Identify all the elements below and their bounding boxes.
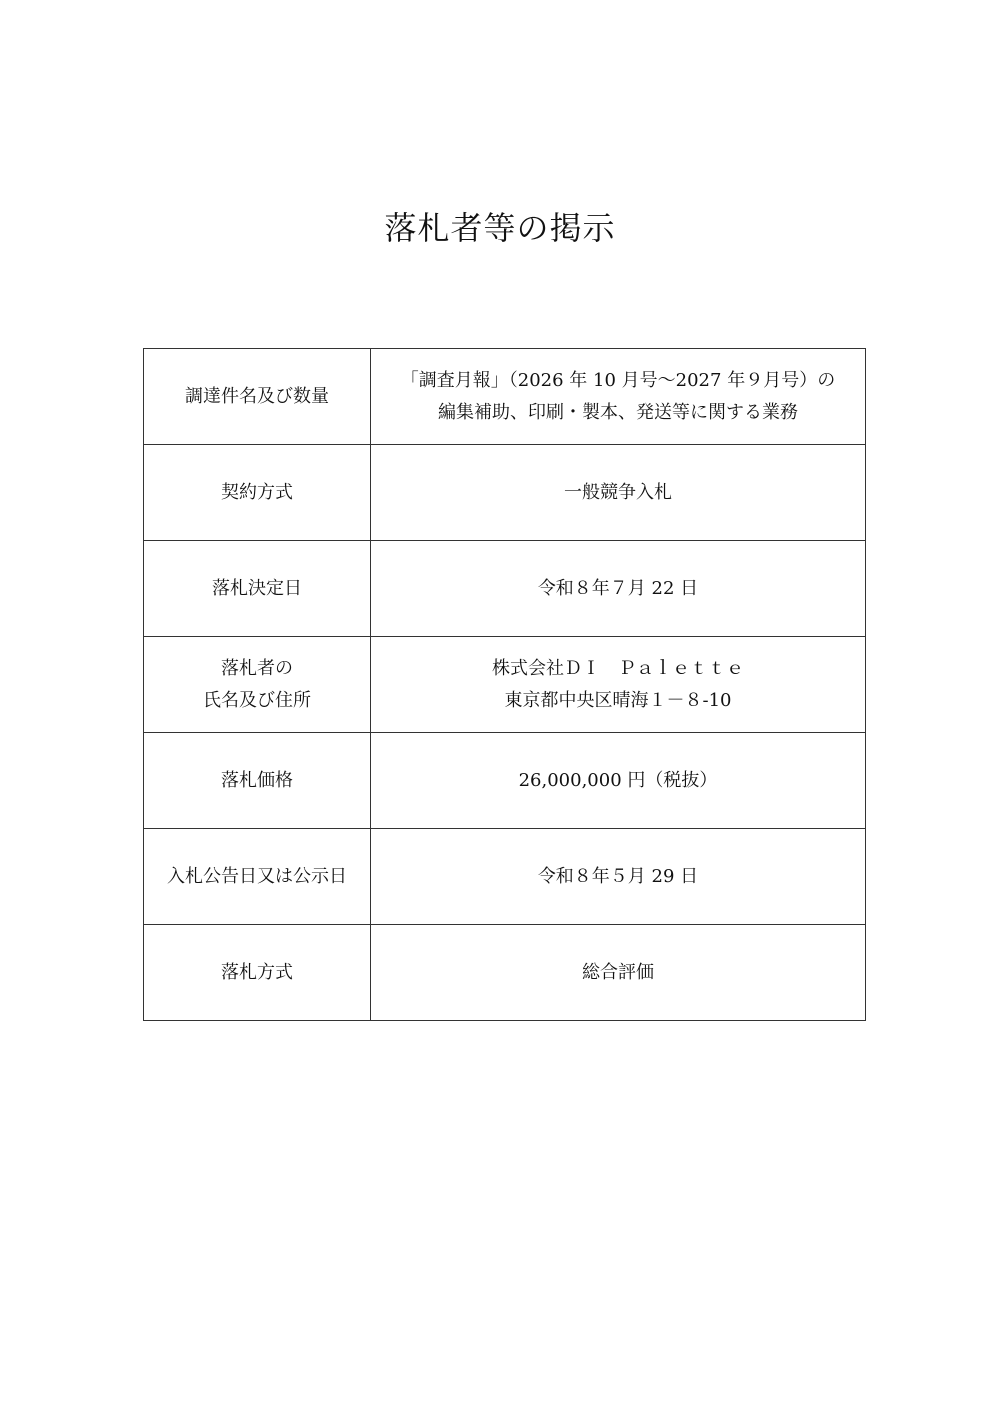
label-text: 落札者の: [221, 657, 293, 679]
value-cell: [371, 445, 866, 541]
page-title: 落札者等の掲示: [384, 209, 616, 247]
label-cell: [144, 829, 371, 925]
value-text: 東京都中央区晴海１－８-10: [504, 689, 732, 711]
table-row-notice-date: [144, 829, 866, 925]
table-row-winner: [144, 637, 866, 733]
value-text: 株式会社ＤＩ Ｐａｌｅｔｔｅ: [492, 657, 744, 679]
value-text: 令和８年５月 29 日: [537, 865, 699, 887]
value-text: 一般競争入札: [564, 481, 672, 503]
notice-table: [143, 348, 866, 1021]
label-text: 氏名及び住所: [203, 689, 311, 711]
label-text: 落札方式: [221, 961, 293, 983]
value-text: 令和８年７月 22 日: [537, 577, 699, 599]
label-text: 落札決定日: [212, 577, 302, 599]
table-row-award-date: [144, 541, 866, 637]
label-cell: [144, 637, 371, 733]
label-text: 入札公告日又は公示日: [167, 865, 347, 887]
value-cell: [371, 637, 866, 733]
value-text: 26,000,000 円（税抜）: [518, 769, 718, 791]
label-cell: [144, 349, 371, 445]
value-text: 「調査月報」（2026 年 10 月号～2027 年９月号）の: [400, 369, 836, 391]
label-cell: [144, 925, 371, 1021]
value-cell: [371, 349, 866, 445]
label-text: 落札価格: [221, 769, 293, 791]
label-text: 契約方式: [221, 481, 293, 503]
value-cell: [371, 733, 866, 829]
value-cell: [371, 829, 866, 925]
table-row-contract-method: [144, 445, 866, 541]
table-row-award-method: [144, 925, 866, 1021]
value-text: 編集補助、印刷・製本、発送等に関する業務: [438, 401, 798, 423]
table-row-award-price: [144, 733, 866, 829]
table-row-procurement-item: [144, 349, 866, 445]
label-cell: [144, 541, 371, 637]
value-cell: [371, 541, 866, 637]
label-cell: [144, 445, 371, 541]
label-text: 調達件名及び数量: [185, 385, 329, 407]
value-text: 総合評価: [582, 961, 654, 983]
label-cell: [144, 733, 371, 829]
value-cell: [371, 925, 866, 1021]
